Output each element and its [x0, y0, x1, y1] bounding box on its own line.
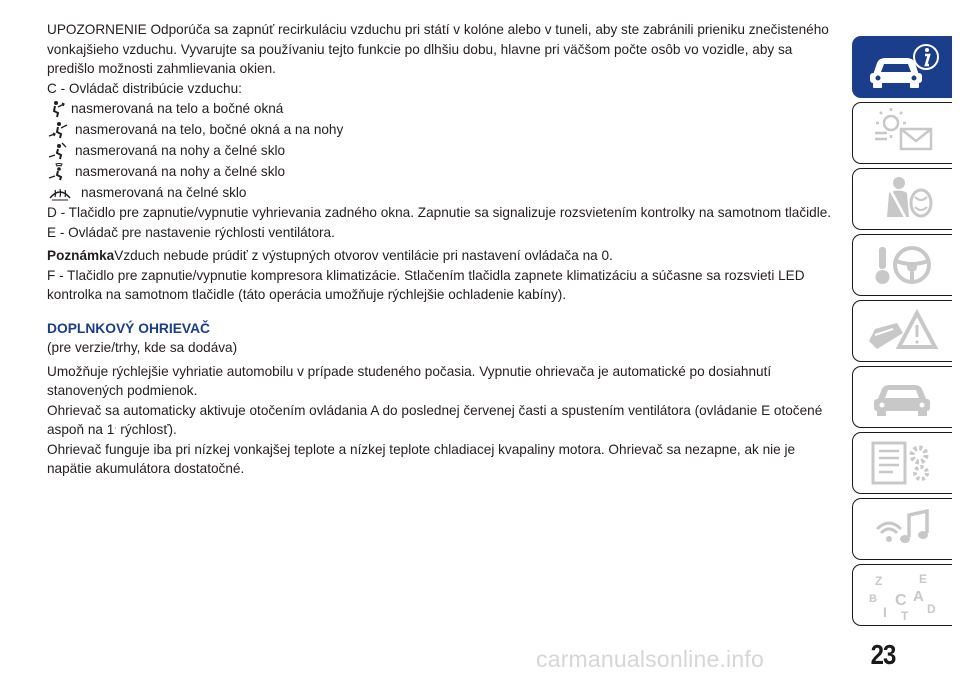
tab-index[interactable]	[852, 564, 952, 626]
distribution-label: nasmerovaná na nohy a čelné sklo	[75, 142, 286, 158]
index-letter: C	[894, 592, 907, 609]
note-text: Vzduch nebude prúdiť z výstupných otvorov ventilácie pri nastavení ovládača na 0.	[114, 248, 613, 263]
car-service-icon	[863, 371, 943, 423]
specifications-gear-icon	[863, 437, 943, 489]
distribution-option-body	[47, 98, 837, 119]
heater-paragraph-3: Ohrievač funguje iba pri nízkej vonkajšej teplote a nízkej teplote chladiacej kvapaliny motora. Ohrievač sa nezapne, ak nie je napätie akumulátora dostatočné.	[47, 441, 796, 476]
index-letter: D	[926, 602, 936, 616]
tab-seatbelt-airbag[interactable]	[852, 168, 952, 230]
item-f-paragraph: F - Tlačidlo pre zapnutie/vypnutie kompresora klimatizácie. Stlačením tlačidla zapnete klimatizáciu a súčasne sa rozsvieti LED kontrolka na samotnom tlačidle (táto operácia umožňuje rýchlejšie ochladenie kabíny).	[47, 267, 805, 302]
distribution-option-body-feet	[47, 119, 837, 140]
distribution-label: nasmerovaná na telo a bočné okná	[71, 100, 284, 116]
main-content	[47, 20, 837, 479]
heater-paragraph-2	[47, 401, 837, 440]
tab-dashboard-lights[interactable]	[852, 102, 952, 164]
note-paragraph	[47, 246, 837, 266]
distribution-label: nasmerovaná na čelné sklo	[81, 184, 247, 200]
distribution-label: nasmerovaná na nohy a čelné sklo	[75, 163, 286, 179]
dashboard-lights-icon	[863, 107, 943, 159]
tab-car-service[interactable]	[852, 366, 952, 428]
warning-paragraph: UPOZORNENIE Odporúča sa zapnúť recirkuláciu vzduchu pri státí v kolóne alebo v tuneli, aby ste zabránili prieniku znečisteného vonkajšieho vzduchu. Vyvarujte sa používaniu tejto funkcie po dlhšiu dobu, hlavne pri väčšom počte osôb vo vozidle, aby sa predišlo možnosti zahmlievania okien.	[47, 22, 829, 76]
distribution-option-feet-windshield-2	[47, 161, 837, 182]
multimedia-icon	[863, 503, 943, 555]
key-steering-icon	[863, 239, 943, 291]
index-letter: B	[868, 593, 877, 605]
heater-paragraph-1: Umožňuje rýchlejšie vyhriatie automobilu v prípade studeného počasia. Vypnutie ohrievača je automatické po dosiahnutí stanovených podmienok.	[47, 363, 772, 398]
index-letter: I	[882, 604, 887, 620]
index-letter: Z	[874, 574, 882, 588]
airflow-feet-windshield-demist-icon	[47, 163, 69, 181]
airflow-body-icon	[47, 100, 67, 118]
heater-paragraph-2a: Ohrievač sa automaticky aktivuje otočením ovládania A do poslednej červenej časti a spustením ventilátora (ovládanie E otočené aspoň na 1	[47, 402, 823, 437]
car-info-icon	[863, 41, 943, 93]
page-number: 23	[870, 639, 896, 671]
distribution-option-feet-windshield	[47, 140, 837, 161]
section-subheading: (pre verzie/trhy, kde sa dodáva)	[47, 340, 238, 355]
index-letters-icon	[863, 569, 943, 621]
superscript-dot: .	[114, 421, 117, 431]
airflow-feet-windshield-icon	[47, 142, 69, 160]
section-heading: DOPLNKOVÝ OHRIEVAČ	[47, 320, 211, 336]
tab-specifications[interactable]	[852, 432, 952, 494]
distribution-intro: C - Ovládač distribúcie vzduchu:	[47, 80, 242, 96]
tab-key-steering[interactable]	[852, 234, 952, 296]
seatbelt-airbag-icon	[863, 173, 943, 225]
heater-paragraph-2b: rýchlosť).	[116, 422, 177, 437]
index-letter: A	[912, 588, 924, 605]
tab-multimedia[interactable]	[852, 498, 952, 560]
windshield-defrost-icon	[47, 184, 73, 202]
watermark: carmanualsonline.info	[536, 646, 764, 672]
index-letter: T	[900, 609, 908, 621]
item-e-paragraph: E - Ovládač pre nastavenie rýchlosti ventilátora.	[47, 224, 335, 240]
note-label: Poznámka	[47, 248, 115, 263]
warning-triangle-car-icon	[863, 305, 943, 357]
distribution-label: nasmerovaná na telo, bočné okná a na nohy	[75, 121, 344, 137]
airflow-body-feet-icon	[47, 121, 69, 139]
tab-warning-triangle[interactable]	[852, 300, 952, 362]
distribution-option-windshield	[47, 182, 837, 203]
item-d-paragraph: D - Tlačidlo pre zapnutie/vypnutie vyhrievania zadného okna. Zapnutie sa signalizuje rozsvietením kontrolky na samotnom tlačidle.	[47, 205, 832, 220]
index-letter: E	[918, 572, 927, 586]
tab-car-info[interactable]	[852, 36, 952, 98]
